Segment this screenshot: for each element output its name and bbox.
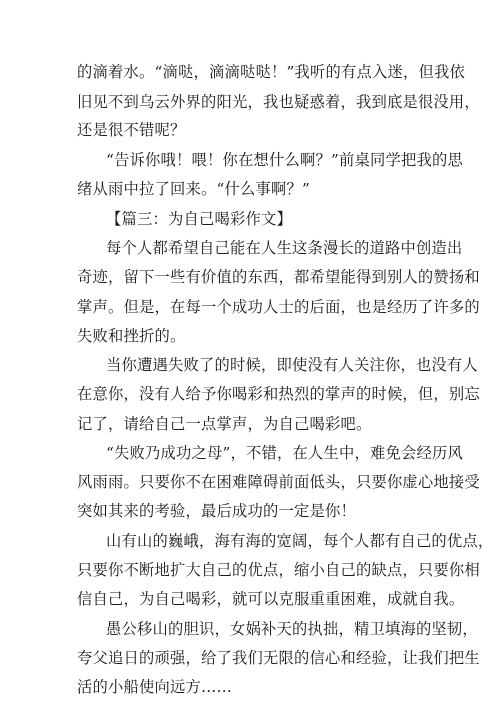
text-line: 掌声。但是，在每一个成功人士的后面，也是经历了许多的 bbox=[77, 298, 480, 316]
text-line: 失败和挫折的。 bbox=[77, 327, 186, 345]
text-line: 山有山的巍峨，海有海的宽阔，每个人都有自己的优点， bbox=[106, 532, 494, 550]
text-line: 夸父追日的顽强，给了我们无限的信心和经验，让我们把生 bbox=[77, 649, 480, 667]
text-line: 愚公移山的胆识，女娲补天的执拙，精卫填海的坚韧， bbox=[106, 620, 478, 638]
text-line: 当你遭遇失败了的时候，即使没有人关注你，也没有人 bbox=[106, 356, 478, 374]
text-line: 记了，请给自己一点掌声，为自己喝彩吧。 bbox=[77, 415, 372, 433]
text-line: 绪从雨中拉了回来。“什么事啊？” bbox=[77, 180, 310, 198]
text-line: “告诉你哦！喂！你在想什么啊？”前桌同学把我的思 bbox=[106, 151, 463, 169]
text-line: 的滴着水。“滴哒，滴滴哒哒！”我听的有点入迷，但我依 bbox=[77, 63, 465, 81]
text-line: 风雨雨。只要你不在困难障碍前面低头，只要你虚心地接受 bbox=[77, 473, 480, 491]
text-line: 在意你，没有人给予你喝彩和热烈的掌声的时候，但，别忘 bbox=[77, 385, 480, 403]
text-line: 还是很不错呢？ bbox=[77, 121, 186, 139]
text-line: “失败乃成功之母”，不错，在人生中，难免会经历风 bbox=[106, 444, 463, 462]
text-line: 突如其来的考验，最后成功的一定是你！ bbox=[77, 502, 356, 520]
section-heading: 【篇三：为自己喝彩作文】 bbox=[106, 210, 292, 228]
text-line: 只要你不断地扩大自己的优点，缩小自己的缺点，只要你相 bbox=[77, 561, 480, 579]
text-line: 奇迹，留下一些有价值的东西，都希望能得到别人的赞扬和 bbox=[77, 268, 480, 286]
text-line: 每个人都希望自己能在人生这条漫长的道路中创造出 bbox=[106, 239, 463, 257]
text-line: 旧见不到乌云外界的阳光，我也疑惑着，我到底是很没用， bbox=[77, 93, 480, 111]
text-line: 信自己，为自己喝彩，就可以克服重重困难，成就自我。 bbox=[77, 590, 465, 608]
text-line: 活的小船使向远方…… bbox=[77, 678, 232, 696]
